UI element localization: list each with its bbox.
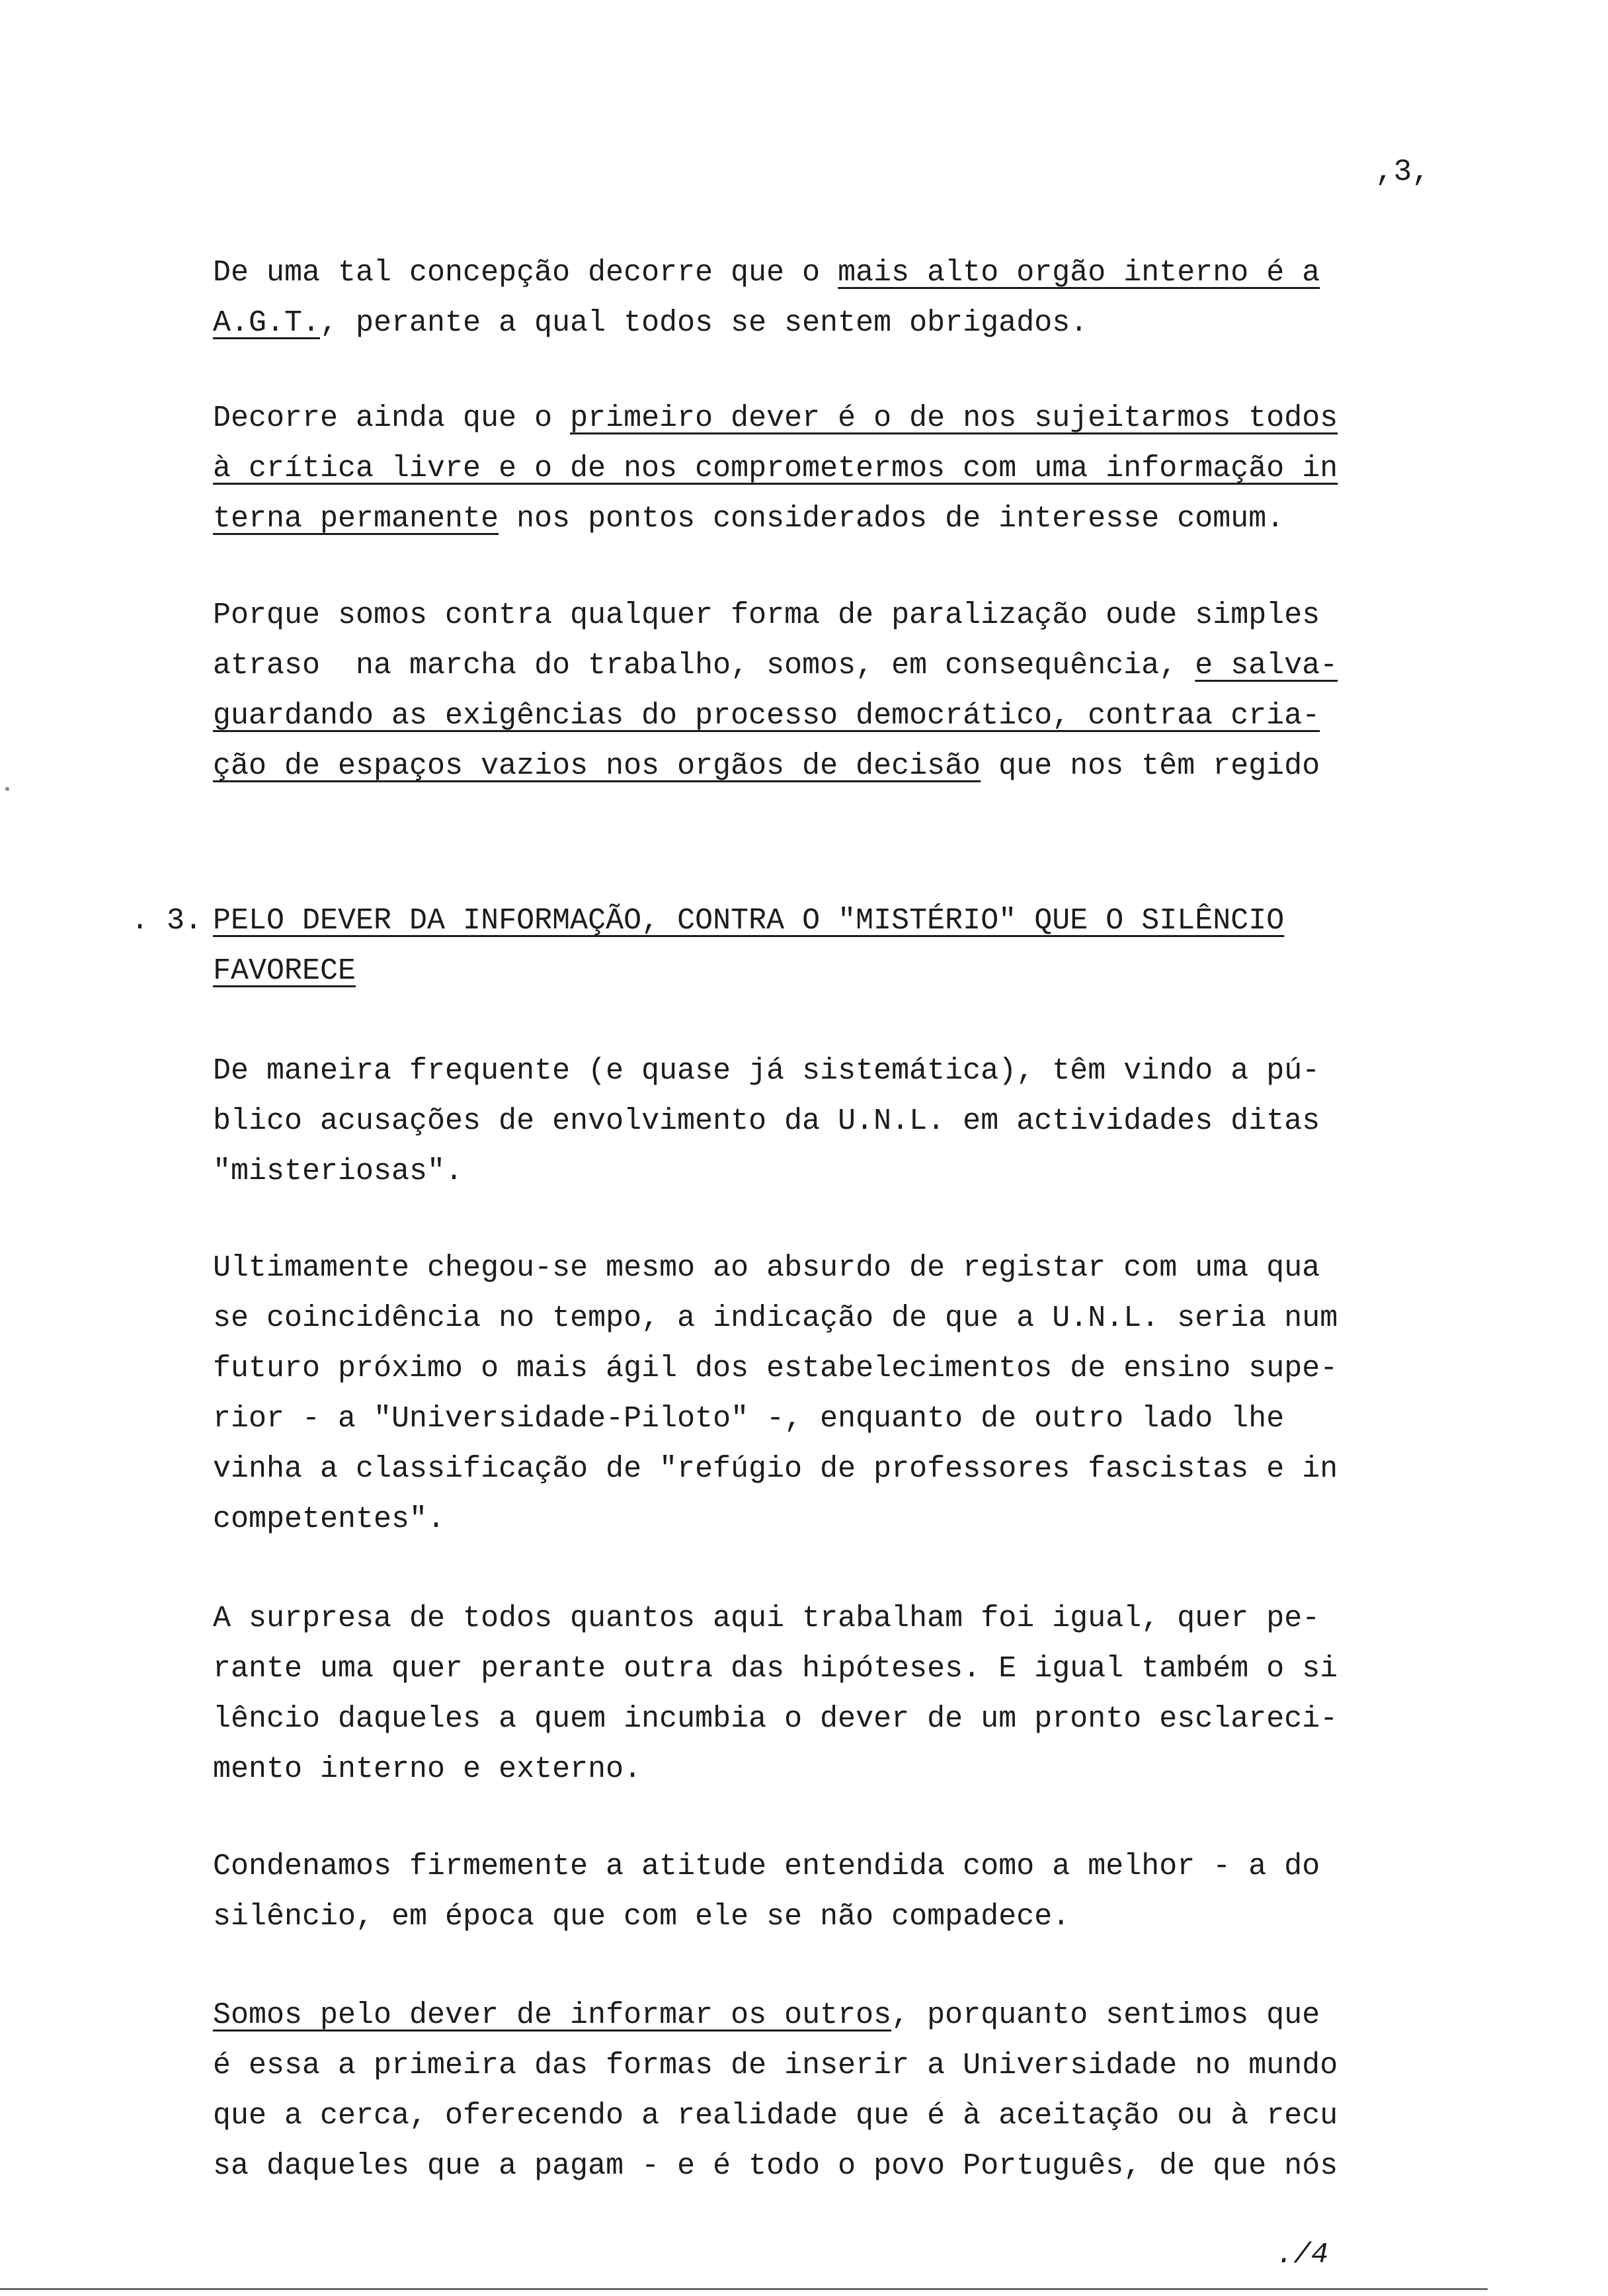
text-line bbox=[213, 1892, 1469, 1942]
text-run: mento interno e externo. bbox=[213, 1752, 642, 1786]
underlined-text: terna permanente bbox=[213, 502, 499, 536]
text-line bbox=[213, 1644, 1469, 1694]
section-paragraph-2 bbox=[213, 1243, 1469, 1545]
text-run: rior - a "Universidade-Piloto" -, enquanto de outro lado lhe bbox=[213, 1402, 1285, 1436]
underlined-text: A.G.T. bbox=[213, 306, 321, 340]
text-run: competentes". bbox=[213, 1502, 446, 1536]
text-line bbox=[213, 248, 1469, 298]
text-run: Ultimamente chegou-se mesmo ao absurdo de registar com uma qua bbox=[213, 1251, 1320, 1285]
text-run: se coincidência no tempo, a indicação de que a U.N.L. seria num bbox=[213, 1301, 1338, 1335]
underlined-text: Somos pelo dever de informar os outros bbox=[213, 1998, 892, 2032]
text-line bbox=[213, 1344, 1469, 1394]
text-line bbox=[213, 591, 1469, 641]
text-line bbox=[213, 1444, 1469, 1495]
text-line bbox=[213, 2091, 1469, 2141]
text-line bbox=[213, 494, 1469, 544]
continuation-mark: ./4 bbox=[1276, 2238, 1329, 2272]
text-line bbox=[213, 1096, 1469, 1147]
text-run: A surpresa de todos quantos aqui trabalham foi igual, quer pe- bbox=[213, 1602, 1320, 1635]
text-line bbox=[213, 1842, 1469, 1892]
text-run: Porque somos contra qualquer forma de paralização oude simples bbox=[213, 598, 1320, 632]
paragraph-1 bbox=[213, 248, 1469, 348]
paragraph-2 bbox=[213, 393, 1469, 544]
underlined-text: FAVORECE bbox=[213, 954, 356, 988]
text-line bbox=[213, 1744, 1469, 1795]
bottom-rule bbox=[0, 2288, 1488, 2290]
text-run: blico acusações de envolvimento da U.N.L. em actividades ditas bbox=[213, 1104, 1320, 1138]
text-line bbox=[213, 1243, 1469, 1293]
text-run: é essa a primeira das formas de inserir a Universidade no mundo bbox=[213, 2049, 1338, 2082]
underlined-text: à crítica livre e o de nos comprometermos com uma informação in bbox=[213, 452, 1338, 485]
text-run: que a cerca, oferecendo a realidade que é à aceitação ou à recu bbox=[213, 2099, 1338, 2133]
underlined-text: mais alto orgão interno é a bbox=[838, 256, 1320, 290]
underlined-text: e salva- bbox=[1195, 649, 1338, 682]
paragraph-3 bbox=[213, 591, 1469, 792]
text-run: vinha a classificação de "refúgio de professores fascistas e in bbox=[213, 1452, 1338, 1486]
section-number: . 3. bbox=[131, 904, 203, 938]
page-number: ,3, bbox=[1375, 155, 1430, 189]
underlined-text: primeiro dever é o de nos sujeitarmos todos bbox=[570, 401, 1338, 435]
section-paragraph-4 bbox=[213, 1842, 1469, 1942]
section-paragraph-1 bbox=[213, 1046, 1469, 1197]
section-heading bbox=[213, 896, 1469, 997]
text-line bbox=[213, 1394, 1469, 1444]
underlined-text: PELO DEVER DA INFORMAÇÃO, CONTRA O "MISTÉRIO" QUE O SILÊNCIO bbox=[213, 904, 1285, 938]
text-line bbox=[213, 2141, 1469, 2192]
underlined-text: ção de espaços vazios nos orgãos de decisão bbox=[213, 749, 981, 783]
text-line bbox=[213, 741, 1469, 792]
text-line bbox=[213, 641, 1469, 691]
text-line bbox=[213, 1990, 1469, 2041]
text-run: Condenamos firmemente a atitude entendida como a melhor - a do bbox=[213, 1850, 1320, 1883]
text-run: atraso na marcha do trabalho, somos, em consequência, bbox=[213, 649, 1195, 682]
text-line bbox=[213, 691, 1469, 741]
scan-speck bbox=[5, 787, 9, 791]
text-run: lêncio daqueles a quem incumbia o dever de um pronto esclareci- bbox=[213, 1702, 1338, 1736]
text-line bbox=[213, 2041, 1469, 2091]
text-line bbox=[213, 1046, 1469, 1096]
section-paragraph-3 bbox=[213, 1594, 1469, 1795]
text-line bbox=[213, 896, 1469, 946]
text-line bbox=[213, 393, 1469, 444]
text-run: Decorre ainda que o bbox=[213, 401, 571, 435]
text-line bbox=[213, 1694, 1469, 1744]
text-run: De maneira frequente (e quase já sistemática), têm vindo a pú- bbox=[213, 1054, 1320, 1088]
underlined-text: guardando as exigências do processo democrático, contraa cria- bbox=[213, 699, 1320, 733]
text-line bbox=[213, 298, 1469, 348]
text-line bbox=[213, 946, 1469, 997]
text-run: rante uma quer perante outra das hipóteses. E igual também o si bbox=[213, 1652, 1338, 1686]
text-run: que nos têm regido bbox=[981, 749, 1320, 783]
text-run: , perante a qual todos se sentem obrigados. bbox=[320, 306, 1088, 340]
text-line bbox=[213, 1147, 1469, 1197]
text-line bbox=[213, 1495, 1469, 1545]
section-paragraph-5 bbox=[213, 1990, 1469, 2192]
text-line bbox=[213, 1594, 1469, 1644]
text-line bbox=[213, 444, 1469, 494]
text-run: futuro próximo o mais ágil dos estabelecimentos de ensino supe- bbox=[213, 1352, 1338, 1385]
text-run: sa daqueles que a pagam - e é todo o povo Português, de que nós bbox=[213, 2149, 1338, 2183]
text-run: , porquanto sentimos que bbox=[891, 1998, 1320, 2032]
text-run: De uma tal concepção decorre que o bbox=[213, 256, 838, 290]
text-line bbox=[213, 1293, 1469, 1344]
text-run: "misteriosas". bbox=[213, 1155, 463, 1188]
text-run: silêncio, em época que com ele se não compadece. bbox=[213, 1900, 1070, 1934]
text-run: nos pontos considerados de interesse comum. bbox=[499, 502, 1285, 536]
